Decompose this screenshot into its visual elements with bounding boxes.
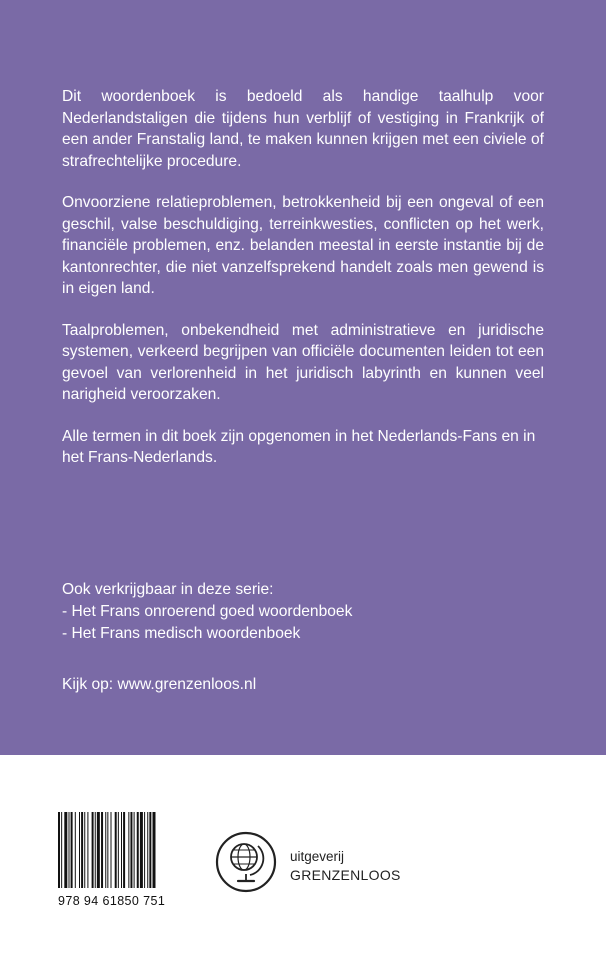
barcode-bar — [134, 812, 135, 888]
barcode-bar — [84, 812, 85, 888]
barcode-bar — [79, 812, 80, 888]
barcode-bar — [140, 812, 143, 888]
barcode-bar — [92, 812, 94, 888]
series-heading: Ook verkrijgbaar in deze serie: — [62, 581, 274, 598]
globe-icon — [214, 830, 278, 894]
barcode-bar — [64, 812, 67, 888]
barcode-bar — [75, 812, 76, 888]
series-list — [62, 579, 352, 645]
publisher-name — [290, 847, 401, 885]
barcode-bar — [111, 812, 112, 888]
barcode-block — [58, 812, 186, 908]
barcode-bar — [58, 812, 60, 888]
barcode-bar — [153, 812, 156, 888]
description — [62, 86, 544, 489]
publisher-logo — [214, 830, 278, 894]
series-item-medisch: - Het Frans medisch woordenboek — [62, 625, 301, 642]
barcode-bar — [147, 812, 148, 888]
barcode-bar — [149, 812, 151, 888]
barcode-bar — [87, 812, 88, 888]
publisher-line-2: GRENZENLOOS — [290, 867, 401, 883]
barcode-bar — [105, 812, 106, 888]
paragraph-2: Onvoorziene relatieproblemen, betrokkenheid bij een ongeval of een geschil, valse beschuldiging, terreinkwesties, conflicten op het werk, financiële problemen, enz. belanden meestal in eerste instantie bij de kantonrechter, die niet vanzelfsprekend handelt zoals men gewend is in eigen land. — [62, 194, 544, 297]
barcode-bar — [81, 812, 83, 888]
barcode-bar — [128, 812, 129, 888]
barcode-bar — [115, 812, 117, 888]
barcode-bar — [71, 812, 73, 888]
barcode-bar — [107, 812, 108, 888]
paragraph-3: Taalproblemen, onbekendheid met administratieve en juridische systemen, verkeerd begrijpen van officiële documenten leiden tot een gevoel van verlorenheid in het juridisch labyrinth en kunnen veel narigheid veroorzaken. — [62, 321, 544, 403]
barcode-bar — [69, 812, 70, 888]
barcode-bar — [130, 812, 132, 888]
barcode-bar — [101, 812, 103, 888]
paragraph-1: Dit woordenboek is bedoeld als handige taalhulp voor Nederlandstaligen die tijdens hun verblijf of vestiging in Frankrijk of een ander Franstalig land, te maken kunnen krijgen met een civiele of strafrechtelijke procedure. — [62, 88, 544, 170]
paragraph-4: Alle termen in dit boek zijn opgenomen in het Nederlands-Fans en in het Frans-Nederlands. — [62, 427, 536, 466]
series-item-onroerend: - Het Frans onroerend goed woordenboek — [62, 603, 353, 620]
website-link[interactable]: Kijk op: www.grenzenloos.nl — [62, 676, 257, 693]
barcode-bar — [144, 812, 145, 888]
isbn-number: 978 94 61850 751 — [58, 894, 166, 908]
barcode-bar — [118, 812, 119, 888]
barcode-bar — [97, 812, 100, 888]
barcode-bar — [121, 812, 122, 888]
barcode-icon — [58, 812, 186, 888]
barcode-bar — [61, 812, 62, 888]
barcode-bar — [95, 812, 96, 888]
publisher-line-1: uitgeverij — [290, 849, 345, 864]
barcode-bar — [137, 812, 139, 888]
barcode-bar — [123, 812, 125, 888]
